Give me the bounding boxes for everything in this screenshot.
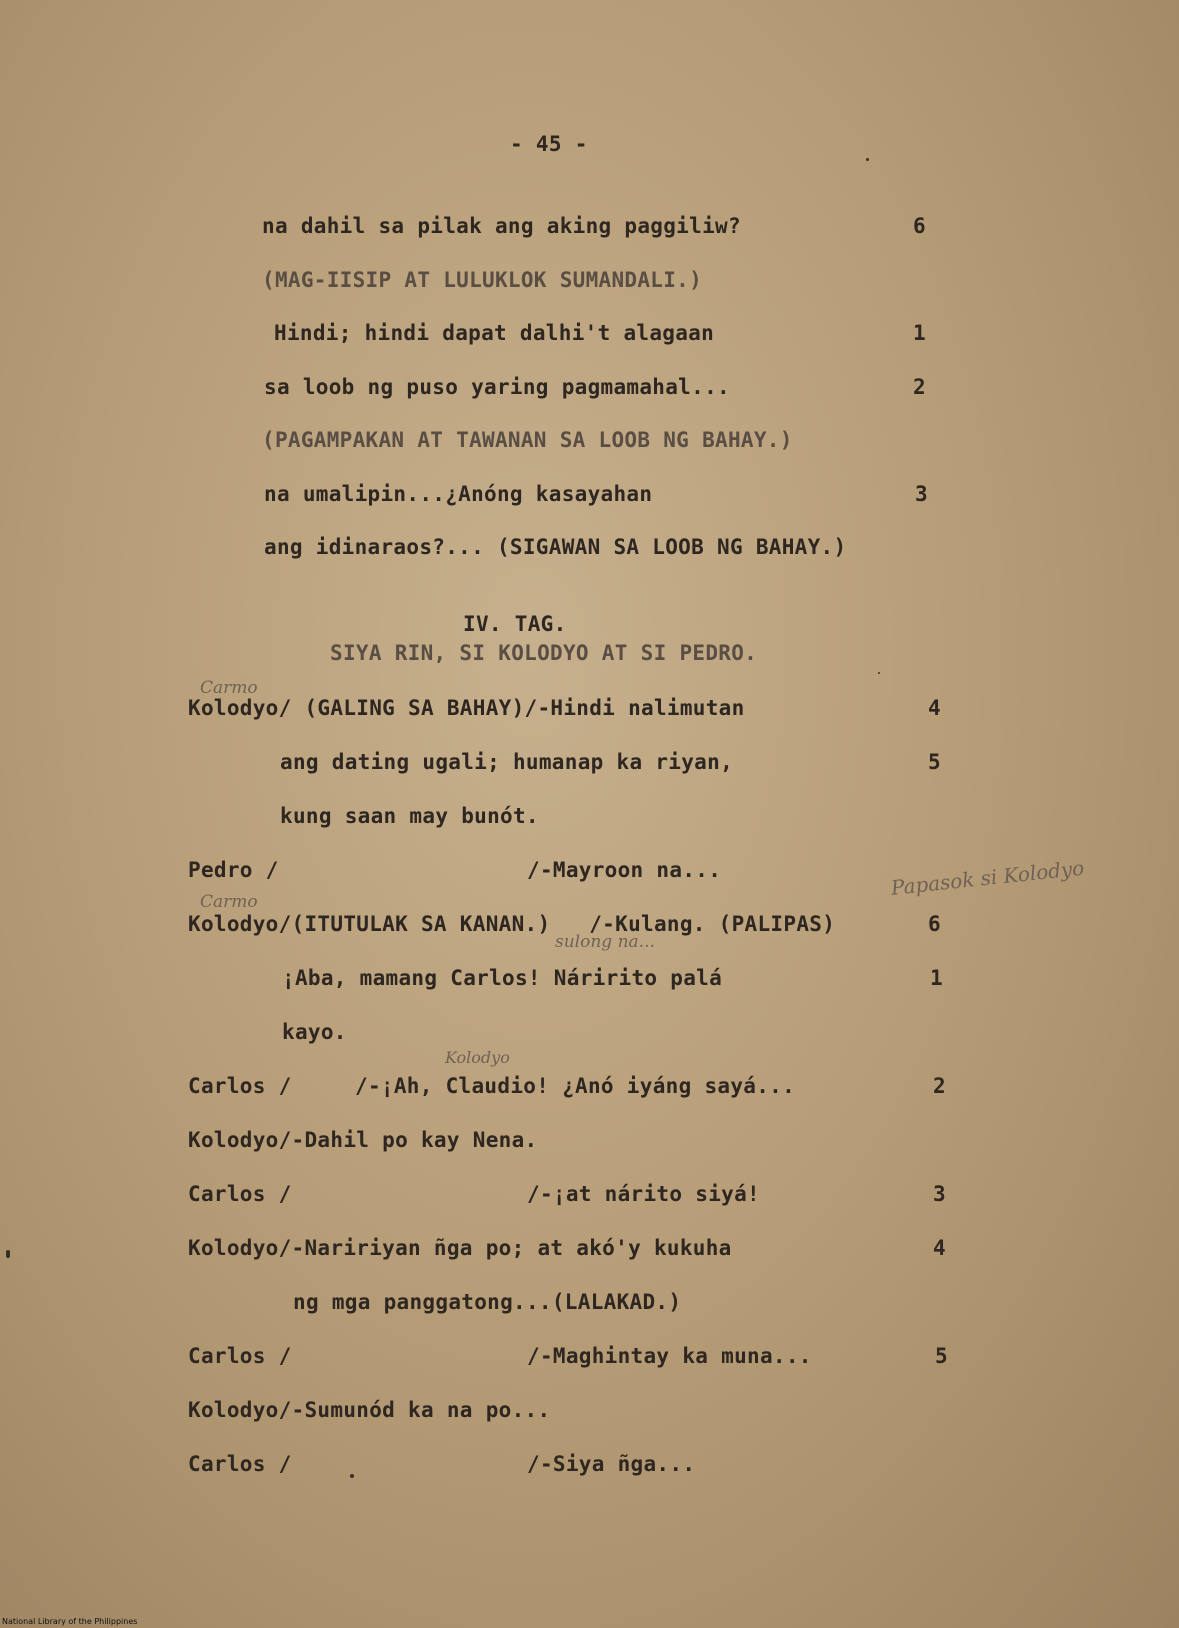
- line-number: 4: [928, 696, 941, 720]
- handwritten-note: sulong na...: [555, 932, 655, 952]
- line-number: 4: [933, 1236, 946, 1260]
- line-number: 3: [915, 482, 928, 506]
- verse-line: na umalipin...¿Anóng kasayahan: [264, 482, 653, 506]
- dialogue-speech: /-¡at nárito siyá!: [527, 1182, 760, 1206]
- line-number: 1: [913, 321, 926, 345]
- scene-characters: SIYA RIN, SI KOLODYO AT SI PEDRO.: [330, 641, 758, 665]
- ink-speck: [350, 1474, 354, 1478]
- dialogue-line: Kolodyo/-Sumunód ka na po...: [188, 1398, 551, 1422]
- ink-speck: [878, 672, 880, 674]
- line-number: 6: [928, 912, 941, 936]
- footer-credit: National Library of the Philippines: [2, 1617, 138, 1626]
- dialogue-line: kung saan may bunót.: [280, 804, 539, 828]
- dialogue-speech: /-Mayroon na...: [527, 858, 722, 882]
- line-number: 5: [928, 750, 941, 774]
- line-number: 3: [933, 1182, 946, 1206]
- dialogue-speech: /-¡Ah, Claudio! ¿Anó iyáng sayá...: [355, 1074, 796, 1098]
- line-number: 1: [930, 966, 943, 990]
- line-number: 5: [935, 1344, 948, 1368]
- handwritten-note: Carmo: [200, 892, 258, 912]
- speaker-name: Carlos /: [188, 1074, 292, 1098]
- stage-direction: (MAG-IISIP AT LULUKLOK SUMANDALI.): [262, 268, 703, 292]
- stage-direction: (PAGAMPAKAN AT TAWANAN SA LOOB NG BAHAY.): [262, 428, 793, 452]
- dialogue-line: Kolodyo/ (GALING SA BAHAY)/-Hindi nalimutan: [188, 696, 745, 720]
- verse-line: sa loob ng puso yaring pagmamahal...: [264, 375, 730, 399]
- dialogue-line: ang dating ugali; humanap ka riyan,: [280, 750, 734, 774]
- dialogue-line: Kolodyo/(ITUTULAK SA KANAN.) /-Kulang. (PALIPAS): [188, 912, 836, 936]
- dialogue-line: kayo.: [282, 1020, 347, 1044]
- dialogue-line: Kolodyo/-Naririyan ñga po; at akó'y kukuha: [188, 1236, 732, 1260]
- dialogue-speech: /-Siya ñga...: [527, 1452, 696, 1476]
- ink-speck: [866, 158, 869, 161]
- ink-speck: [6, 1250, 10, 1258]
- line-number: 6: [913, 214, 926, 238]
- speaker-name: Pedro /: [188, 858, 279, 882]
- margin-note: Papasok si Kolodyo: [889, 855, 1086, 900]
- verse-line: na dahil sa pilak ang aking paggiliw?: [262, 214, 741, 238]
- line-number: 2: [913, 375, 926, 399]
- dialogue-line: ng mga panggatong...(LALAKAD.): [293, 1290, 682, 1314]
- page-number: - 45 -: [510, 132, 588, 156]
- dialogue-line: Kolodyo/-Dahil po kay Nena.: [188, 1128, 538, 1152]
- dialogue-speech: /-Maghintay ka muna...: [527, 1344, 812, 1368]
- line-number: 2: [933, 1074, 946, 1098]
- scene-title: IV. TAG.: [463, 612, 567, 636]
- verse-line: ang idinaraos?... (SIGAWAN SA LOOB NG BAHAY.): [264, 535, 847, 559]
- handwritten-note: Carmo: [200, 678, 258, 698]
- verse-line: Hindi; hindi dapat dalhi't alagaan: [274, 321, 715, 345]
- speaker-name: Carlos /: [188, 1344, 292, 1368]
- dialogue-line: ¡Aba, mamang Carlos! Náririto palá: [282, 966, 723, 990]
- speaker-name: Carlos /: [188, 1452, 292, 1476]
- handwritten-note: Kolodyo: [445, 1048, 510, 1067]
- speaker-name: Carlos /: [188, 1182, 292, 1206]
